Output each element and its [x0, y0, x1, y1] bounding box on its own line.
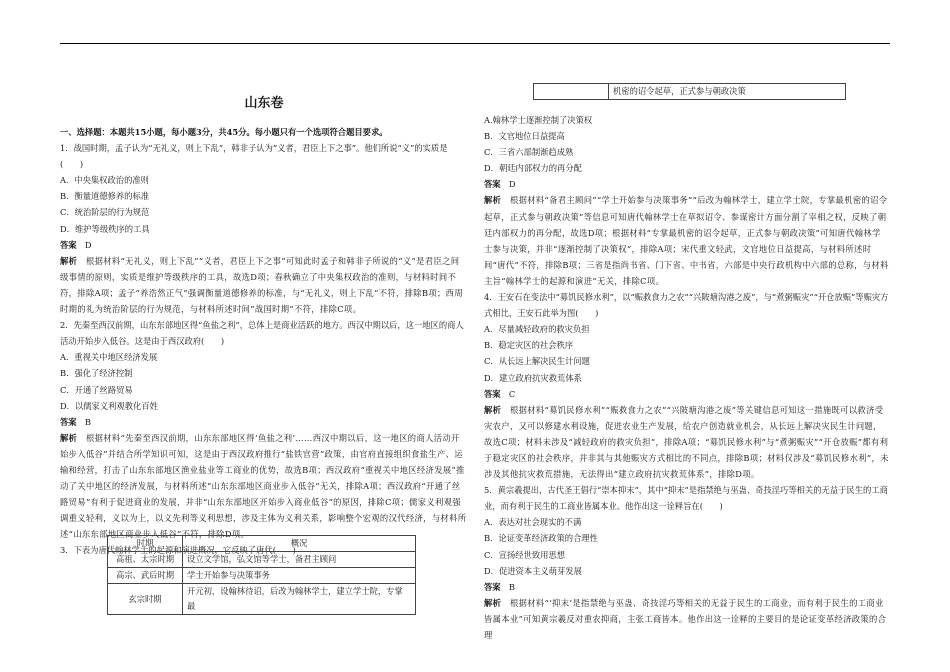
question-stem: 2．先秦至西汉前期，山东东部地区得“鱼盐之利”，总体上是商业活跃的地方。西汉中期以后，这一地区的商人活动开始步入低谷。这是由于西汉政府( ) — [60, 320, 464, 347]
option: A.翰林学士逐渐控制了决策权 — [484, 115, 593, 125]
option: D．建立政府抗灾救荒体系 — [484, 372, 582, 383]
option: C．三省六部制渐趋成熟 — [484, 147, 574, 158]
option: A．中央集权政治的准则 — [60, 175, 149, 186]
question-4 — [484, 289, 889, 482]
table-row — [534, 84, 846, 100]
option: B．稳定灾区的社会秩序 — [484, 340, 574, 351]
option: C．统治阶层的行为规范 — [60, 207, 150, 218]
table-header: 时期 — [108, 536, 183, 552]
table-cell — [534, 84, 609, 100]
table-header-row — [108, 536, 416, 552]
table-cell: 学士开始参与决策事务 — [183, 568, 416, 584]
explanation: 解析 根据材料“先秦至西汉前期，山东东部地区得‘鱼盐之利’……西汉中期以后，这一地区的商人活动开始步入低谷”并结合所学知识可知，这是由于西汉政府推行“盐铁官营”政策，由官府直接组织食盐生产、运输和经营，打击了山东东部地区渔业盐业等工商业的优势，故选B项；西汉政府“重视关中地区经济发展”推动了关中地区的经济发展，与材料所述“山东东部地区商业步入低谷”无关，排除A项；西汉政府“开通了丝路贸易”有利于促进商业的发展，并非“山东东部地区开始步入商业低谷”的原因，排除C项；儒家义利观强调重义轻利，义以为上，以义先利等义利思想，涉及主体为义利关系，影响整个宏观的汉代经济，与材料所述“山东东部地区商业步入低谷”不符，排除D项。 — [60, 432, 467, 540]
table-row — [108, 568, 416, 584]
answer-line: 答案 B — [484, 581, 516, 592]
question-2 — [60, 317, 468, 542]
answer-line: 答案 B — [60, 416, 92, 427]
question-1 — [60, 140, 468, 317]
question-stem: 1．战国时期，孟子认为“无礼义，则上下乱”，韩非子认为“义者，君臣上下之事”。他们所说“义”的实质是( ) — [60, 143, 448, 170]
table-cell: 机密的诏令起草，正式参与朝政决策 — [609, 84, 846, 100]
table-cell: 高宗、武后时期 — [108, 568, 183, 584]
option: A．重视关中地区经济发展 — [60, 352, 158, 363]
section-header: 一、选择题：本题共15小题，每小题3分，共45分。每小题只有一个选项符合题目要求。 — [60, 127, 388, 137]
officials-table-continued — [533, 83, 846, 100]
option: C．宣扬经世致用思想 — [484, 549, 566, 560]
table-cell: 设立文学馆，弘文馆等学士，备君主顾问 — [183, 552, 416, 568]
option: C．从长远上解决民生计问题 — [484, 356, 590, 367]
explanation: 解析 根据材料“无礼义，则上下乱”“义者，君臣上下之事”可知此时孟子和韩非子所说的“义”是君臣之间级事情的原则，实质是维护等级秩序的工具，故选D项；春秋确立了中央集权政治的准则，与材料时间不符，排除A项；孟子“养浩然正气”强调衡量道德修养的标准，与“无礼义，则上下乱”不符，排除B项；西周时期的礼为统治阶层的行为规范，与材料所述时间“战国时期”不符，排除C项。 — [60, 255, 463, 315]
table-row — [108, 552, 416, 568]
option: D．促进资本主义萌芽发展 — [484, 565, 582, 576]
answer-line: 答案 D — [484, 179, 516, 190]
option: A．表达对社会现实的不满 — [484, 517, 582, 528]
option: D．维护等级秩序的工具 — [60, 223, 150, 234]
option: B．论证变革经济政策的合理性 — [484, 533, 598, 544]
option: D．以儒家义利观教化百姓 — [60, 400, 158, 411]
question-5 — [484, 482, 889, 643]
option: D．朝廷内部权力的再分配 — [484, 163, 582, 174]
table-row — [108, 584, 416, 615]
table-cell: 玄宗时期 — [108, 584, 183, 615]
option: A．尽量减轻政府的救灾负担 — [484, 324, 590, 335]
explanation: 解析 根据材料“‘抑末’是指禁绝与巫蛊、奇技淫巧等相关的无益于民生的工商业，而有利于民生的工商业皆属本业”可知黄宗羲反对重农抑商，主张工商皆本。他作出这一诠释的主要目的是论证变革经济政策的合理 — [484, 597, 887, 640]
answer-line: 答案 D — [60, 239, 92, 250]
table-cell: 开元初，设翰林待诏，后改为翰林学士，建立学士院，专掌最 — [183, 584, 416, 615]
explanation: 解析 根据材料“备君主顾问”“学士开始参与决策事务”“后改为翰林学士，建立学士院，专掌最机密的诏令起草，正式参与朝政决策”等信息可知唐代翰林学士在草拟诏令、参谋密计方面分割了宰相之权，反映了朝廷内部权力的再分配，故选D项；根据材料“专掌最机密的诏令起草，正式参与朝政决策”可知唐代翰林学士参与决策，并非“逐渐控制了决策权”，排除A项；宋代重文轻武，文官地位日益提高，与材料所述时间“唐代”不符，排除B项；三省是指尚书省、门下省、中书省，六部是中央行政机构中六部的总称，与材料主旨“翰林学士的起源和演进”无关，排除C项。 — [484, 195, 889, 286]
question-stem: 3．下表为唐代翰林学士的起源和演进概况，它反映了唐代( ) — [60, 545, 296, 556]
question-stem: 5．黄宗羲提出，古代圣王倡行“崇本抑末”，其中“抑末”是指禁绝与巫蛊、奇技淫巧等相关的无益于民生的工商业，而有利于民生的工商业皆属本业。他作出这一诠释旨在( ) — [484, 485, 888, 512]
table-header: 概况 — [183, 536, 416, 552]
explanation: 解析 根据材料“募饥民修水利”“赈救食力之农”“兴陂塘沟港之废”等关键信息可知这一措施既可以救济受灾农户，又可以修建水利设施，促进农业生产发展，给农户创造就业机会，从长远上解决灾民生计问题，故选C项；材料未涉及“减轻政府的救灾负担”，排除A项；“募饥民修水利”与“煮粥赈灾”“开仓放赈”都有利于稳定灾区的社会秩序，并非其与其他赈灾方式相比的不同点，排除B项；材料仅涉及“募饥民修水利”，未涉及其他抗灾救荒措施，无法得出“建立政府抗灾救荒体系”，排除D项。 — [484, 404, 889, 480]
option: C．开通了丝路贸易 — [60, 384, 133, 395]
top-rule — [60, 43, 890, 44]
question-3-continued — [484, 112, 889, 289]
officials-table — [107, 535, 416, 615]
option: B．文官地位日益提高 — [484, 131, 565, 142]
question-stem: 4．王安石在变法中“募饥民修水利”，以“赈救食力之农”“兴陂塘沟港之废”，与“煮粥赈灾”“开仓放赈”等赈灾方式相比，王安石此举为图( ) — [484, 292, 889, 319]
answer-line: 答案 C — [484, 388, 516, 399]
page-title: 山东卷 — [244, 96, 284, 111]
table-cell: 高祖、太宗时期 — [108, 552, 183, 568]
option: B．衡量道德修养的标准 — [60, 191, 150, 202]
option: B．强化了经济控制 — [60, 368, 133, 379]
